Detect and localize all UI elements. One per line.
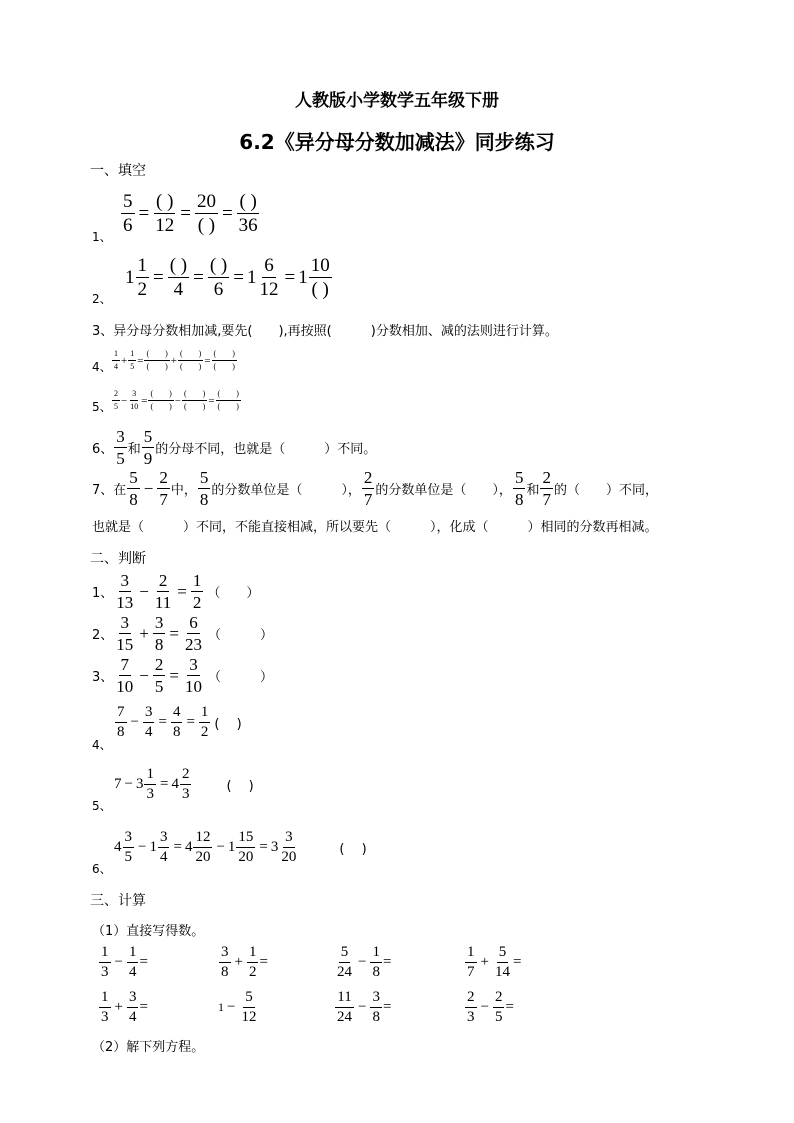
q5-equation: $\frac{2}{5}$ − $\frac{3}{10}$ = $\frac{( )}{( )}$ − $\frac{( )}{( )}$ = $\frac{( )}{( )}$ [114, 389, 239, 411]
worksheet-title: 人教版小学数学五年级下册 [295, 91, 499, 111]
judge-item-1: 1、 $\frac{3}{13}$ − $\frac{2}{11}$ = $\frac{1}{2}$ （ ） [92, 571, 260, 612]
judge-item-4: $\frac{7}{8}$ − $\frac{3}{4}$ = $\frac{4}{8}$ = $\frac{1}{2}$ ( ) [117, 704, 242, 740]
calc-r2-c1: $\frac{1}{3}$ + $\frac{3}{4}$ = [101, 989, 148, 1025]
q2-number: 2、 [92, 292, 112, 306]
q1-equation: $\frac{5}{6}$ = $\frac{( )}{12}$ = $\frac{20}{( )}$ = $\frac{( )}{36}$ [123, 191, 258, 236]
judge-item-5-number: 5、 [92, 799, 112, 813]
judge-item-4-number: 4、 [92, 738, 112, 752]
worksheet-subtitle: 6.2《异分母分数加减法》同步练习 [239, 130, 555, 154]
judge-item-3: 3、 $\frac{7}{10}$ − $\frac{2}{5}$ = $\frac{3}{10}$ （ ） [92, 655, 273, 696]
q3-text: 3、异分母分数相加减,要先( ),再按照( )分数相加、减的法则进行计算。 [92, 324, 558, 339]
q4-number: 4、 [92, 360, 112, 374]
section-3-sub-1: （1）直接写得数。 [92, 924, 205, 939]
judge-item-5: 7 − 3 $\frac{1}{3}$ = 4 $\frac{2}{3}$ ( ) [114, 766, 254, 802]
section-3-heading: 三、计算 [90, 893, 146, 909]
calc-r1-c4: $\frac{1}{7}$ + $\frac{5}{14}$ = [467, 944, 522, 980]
calc-r2-c3: $\frac{11}{24}$ − $\frac{3}{8}$ = [337, 989, 392, 1025]
calc-r1-c3: $\frac{5}{24}$ − $\frac{1}{8}$ = [337, 944, 392, 980]
judge-item-6: 4 $\frac{3}{5}$ − 1 $\frac{3}{4}$ = 4 $\frac{12}{20}$ − 1 $\frac{15}{20}$ = 3 $\frac{3}{20}$ ( ) [114, 829, 367, 865]
q5-number: 5、 [92, 400, 112, 414]
calc-r2-c2: 1 − $\frac{5}{12}$ [218, 989, 257, 1025]
section-1-heading: 一、填空 [90, 163, 146, 179]
section-2-heading: 二、判断 [90, 551, 146, 567]
q7-line-2: 也就是（ ）不同，不能直接相减，所以要先（ ），化成（ ）相同的分数再相减。 [92, 520, 658, 535]
q7-line-1: 7、在 $\frac{5}{8}$ − $\frac{2}{7}$ 中， $\frac{5}{8}$ 的分数单位是（ ）， $\frac{2}{7}$ 的分数单位是（ ）， $\frac{5}{8}$ 和 $\frac{2}{7}$ 的（ ）不同， [92, 468, 658, 509]
q2-equation: 1 $\frac{1}{2}$ = $\frac{( )}{4}$ = $\frac{( )}{6}$ = 1 $\frac{6}{12}$ = 1 $\frac{10}{( )}$ [125, 255, 330, 300]
q6-line: 6、 $\frac{3}{5}$ 和 $\frac{5}{9}$ 的分母不同，也就是（ ）不同。 [92, 427, 377, 468]
q1-number: 1、 [92, 230, 112, 244]
q4-equation: $\frac{1}{4}$ + $\frac{1}{5}$ = $\frac{( )}{( )}$ + $\frac{( )}{( )}$ = $\frac{( )}{( )}$ [114, 349, 235, 371]
judge-item-6-number: 6、 [92, 862, 112, 876]
calc-r1-c1: $\frac{1}{3}$ − $\frac{1}{4}$ = [101, 944, 148, 980]
calc-r2-c4: $\frac{2}{3}$ − $\frac{2}{5}$ = [467, 989, 514, 1025]
calc-r1-c2: $\frac{3}{8}$ + $\frac{1}{2}$ = [221, 944, 268, 980]
section-3-sub-2: （2）解下列方程。 [92, 1040, 205, 1055]
judge-item-2: 2、 $\frac{3}{15}$ + $\frac{3}{8}$ = $\frac{6}{23}$ （ ） [92, 613, 273, 654]
